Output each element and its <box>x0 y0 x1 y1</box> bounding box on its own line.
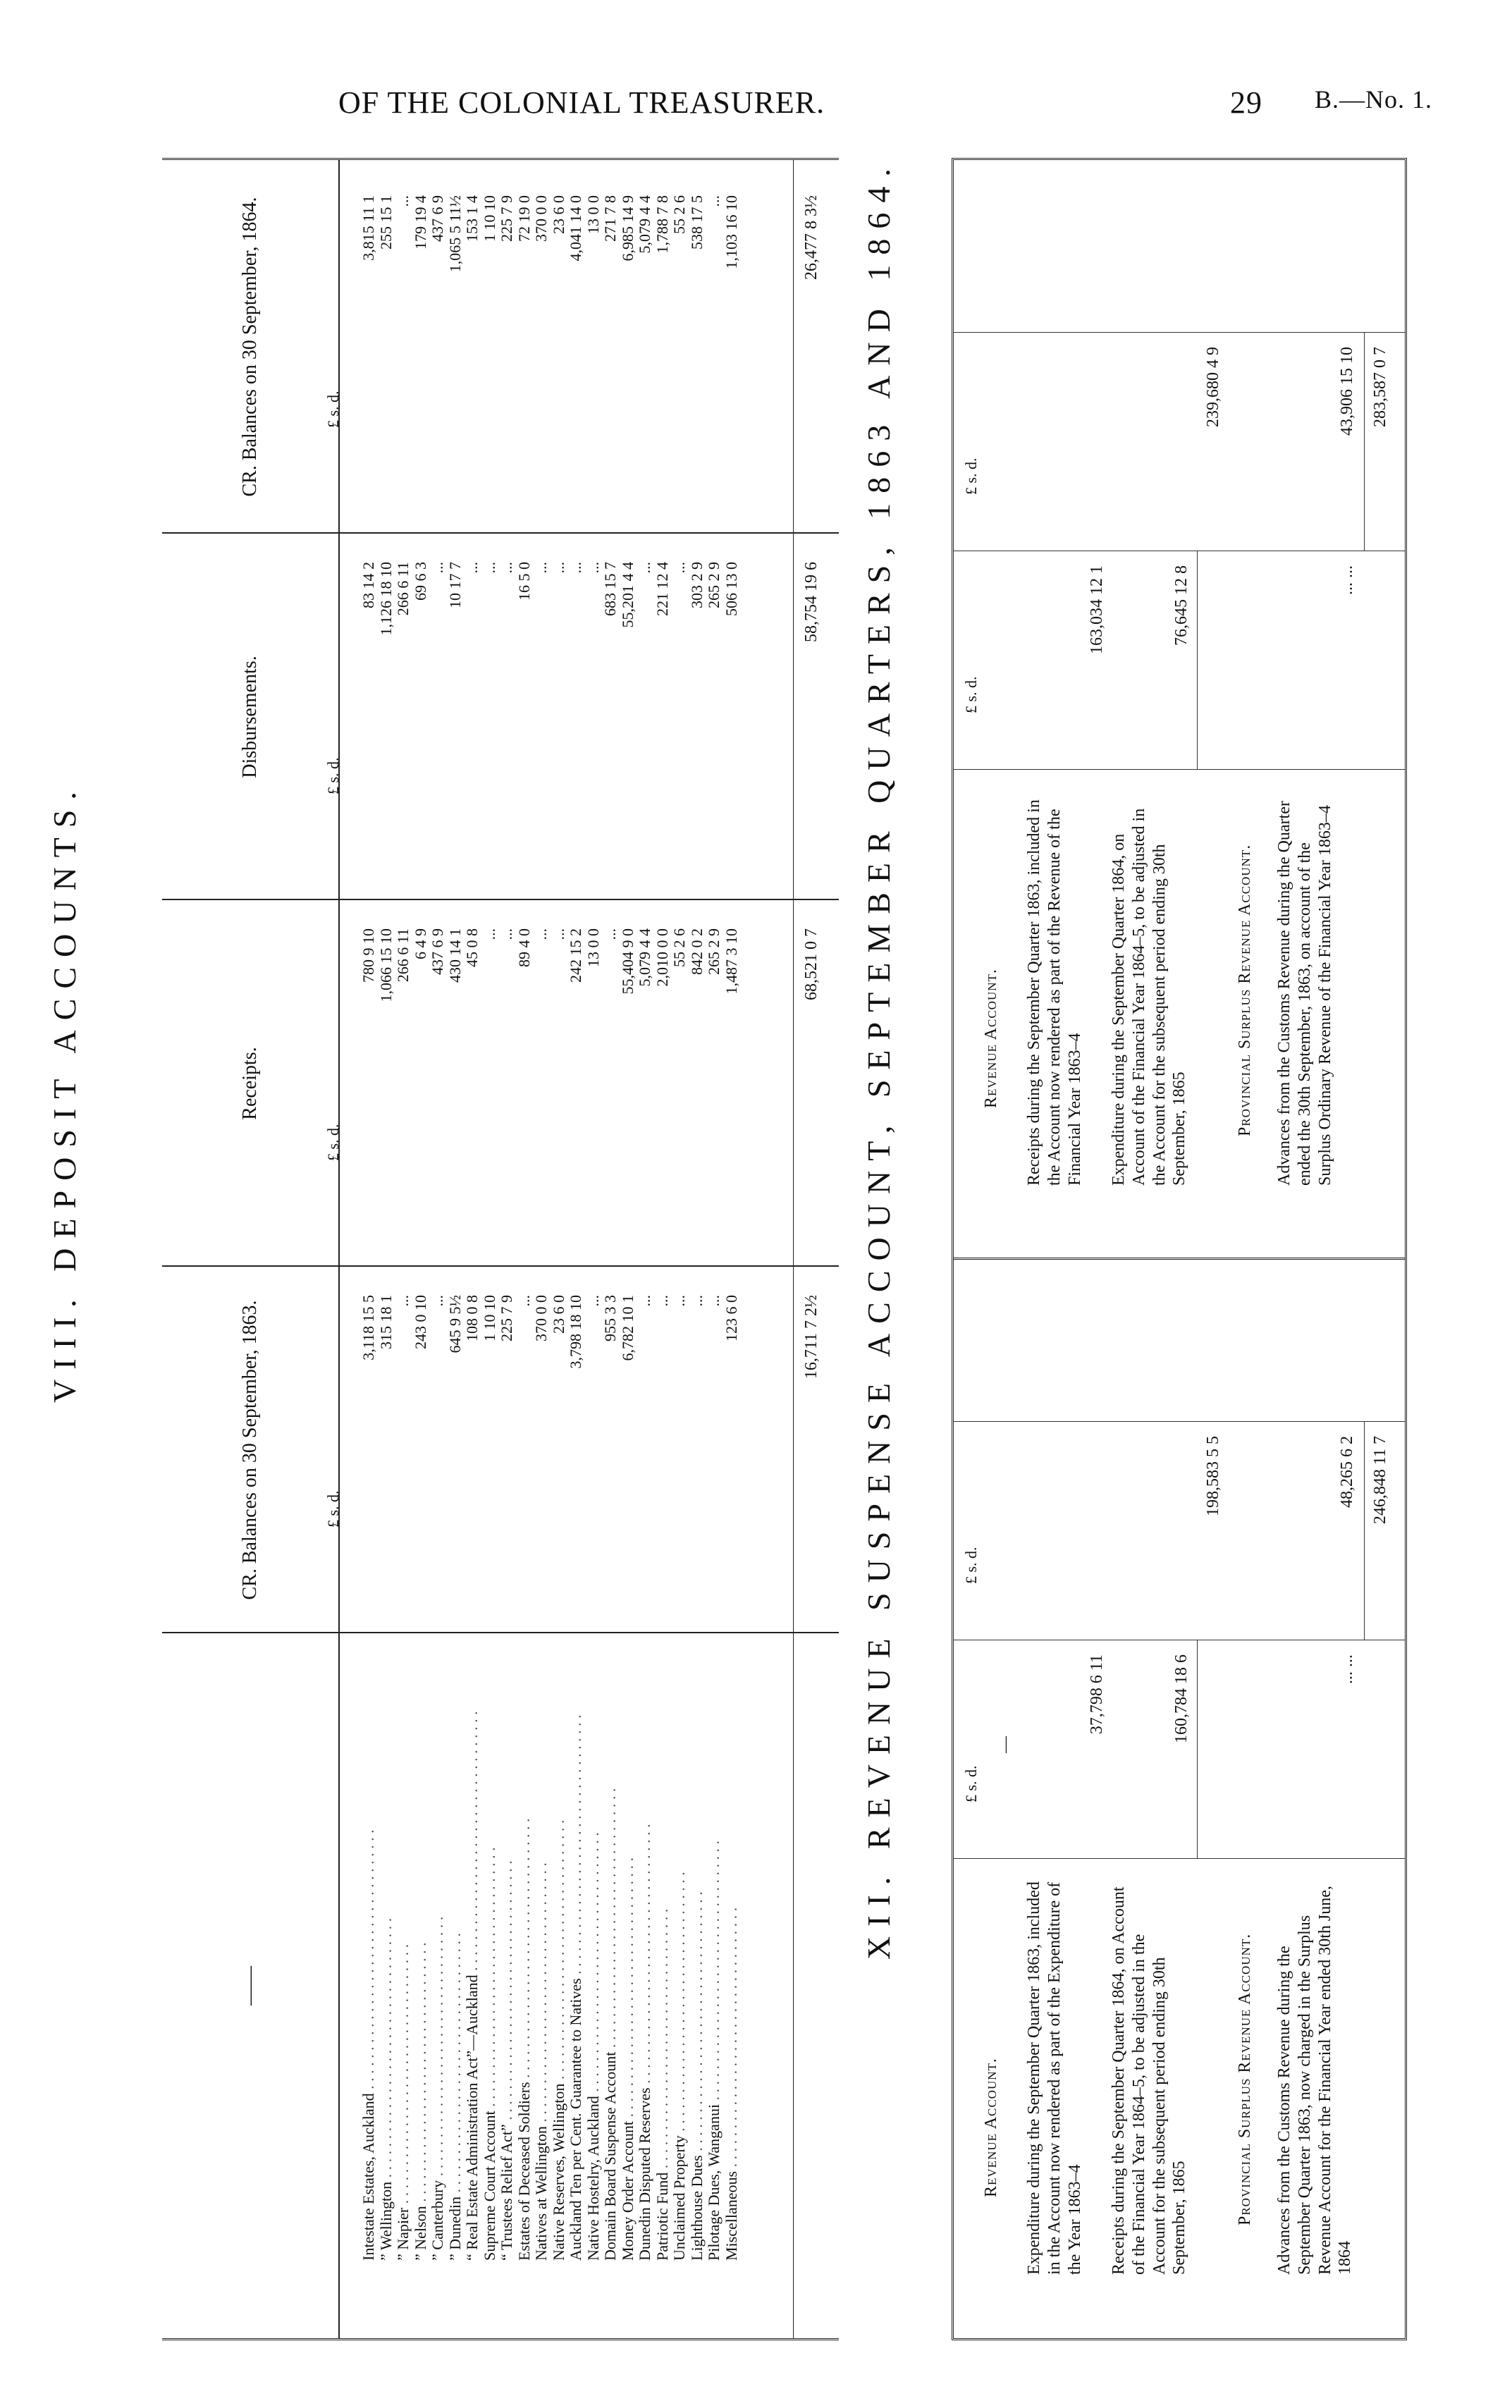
right-item-1-amount: 163,034 12 1 <box>1088 565 1106 654</box>
deposit-col-bal-1863: CR. Balances on 30 September, 1863. <box>162 1267 340 1633</box>
deposit-cell-b63: ... <box>394 1295 412 1307</box>
deposit-cell-b63: 123 6 0 <box>722 1295 740 1341</box>
deposit-cell-dis: ... <box>429 562 446 574</box>
deposit-section-title: VIII. DEPOSIT ACCOUNTS. <box>47 782 82 1403</box>
deposit-row <box>429 160 446 2338</box>
deposit-row-label: ” Dunedin . . <box>446 1633 465 2261</box>
deposit-cell-b64: 271 7 8 <box>601 195 619 242</box>
deposit-cell-rec: 430 14 1 <box>445 928 464 983</box>
deposit-cell-dis: 266 6 11 <box>394 562 412 616</box>
subtotal-rule <box>1197 1640 1198 1859</box>
deposit-row-label: ” Wellington . . <box>377 1633 395 2261</box>
left-item-1-amount: 37,798 6 11 <box>1088 1654 1106 1735</box>
deposit-cell-rec: 6 4 9 <box>411 928 429 959</box>
deposit-row-label: ” Nelson . . <box>412 1633 430 2261</box>
deposit-cell-b63: 370 0 0 <box>532 1295 550 1341</box>
rotated-content <box>28 159 1410 2354</box>
deposit-cell-rec: 1,066 15 10 <box>376 928 395 1002</box>
suspense-debit-side <box>954 1258 1405 2338</box>
deposit-col-receipts: Receipts. <box>162 900 340 1267</box>
deposit-cell-rec: 5,079 4 4 <box>636 928 653 987</box>
deposit-cell-b63: ... <box>636 1295 653 1307</box>
deposit-col-bal-1864: CR. Balances on 30 September, 1864. <box>162 160 340 534</box>
deposit-cell-b63: 1 10 10 <box>480 1295 498 1341</box>
deposit-cell-b63: ... <box>705 1295 723 1307</box>
right-total: 283,587 0 7 <box>1371 347 1389 427</box>
suspense-table <box>952 158 1407 2340</box>
deposit-cell-b63: 3,798 18 10 <box>567 1295 584 1369</box>
deposit-row <box>446 160 464 2338</box>
amount-col-rule <box>954 769 1405 770</box>
deposit-cell-b63: ... <box>515 1295 533 1307</box>
total-receipts: 68,521 0 7 <box>802 928 820 1000</box>
deposit-cell-dis: 506 13 0 <box>722 562 740 616</box>
provincial-account-title: Provincial Surplus Revenue Account. <box>1236 1933 1254 2225</box>
deposit-cell-dis: 55,201 4 4 <box>618 562 637 628</box>
deposit-cell-dis: ... <box>532 562 550 574</box>
deposit-cell-b64: ... <box>705 195 723 207</box>
deposit-cell-b64: 1,788 7 8 <box>653 195 671 254</box>
deposit-row <box>532 160 550 2338</box>
deposit-row <box>619 160 637 2338</box>
deposit-row <box>359 160 377 2338</box>
total-bal-1864: 26,477 8 3½ <box>802 195 820 280</box>
deposit-row-label: Supreme Court Account . . <box>481 1633 499 2261</box>
deposit-cell-b64: 437 6 9 <box>429 195 446 242</box>
deposit-cell-dis: ... <box>463 562 481 574</box>
deposit-cell-b63: 645 9 5½ <box>445 1295 464 1353</box>
deposit-lsd-header: £ s. d. <box>324 391 342 428</box>
deposit-row <box>584 160 602 2338</box>
amount-col-rule <box>954 332 1405 333</box>
deposit-row <box>670 160 688 2338</box>
deposit-row <box>567 160 584 2338</box>
deposit-cell-rec: 13 0 0 <box>584 928 602 967</box>
deposit-cell-b63: ... <box>429 1295 446 1307</box>
deposit-cell-dis: ... <box>567 562 584 574</box>
deposit-row <box>723 160 740 2338</box>
suspense-section-title: XII. REVENUE SUSPENSE ACCOUNT, SEPTEMBER QUARTERS, 1863 AND 1864. <box>861 159 897 1960</box>
deposit-row <box>601 160 619 2338</box>
left-total: 246,848 11 7 <box>1371 1436 1389 1525</box>
deposit-cell-b64: ... <box>394 195 412 207</box>
deposit-cell-dis: 1,126 18 10 <box>376 562 395 636</box>
page-header-title: OF THE COLONIAL TREASURER. <box>338 85 825 120</box>
right-item-1: Receipts during the September Quarter 1863, included in the Account now rendered as part of the Revenue of the Financial Year 1863–4 <box>1025 799 1084 1186</box>
deposit-row-label: Domain Board Suspense Account . . <box>601 1633 620 2261</box>
deposit-row <box>377 160 395 2338</box>
right-subtotal-1: 239,680 4 9 <box>1204 347 1222 427</box>
deposit-cell-dis: 83 14 2 <box>359 562 377 608</box>
deposit-cell-b64: 4,041 14 0 <box>567 195 584 262</box>
deposit-cell-rec: ... <box>549 928 567 940</box>
right-item-3-amount: ... ... <box>1338 565 1356 595</box>
left-item-1: Expenditure during the September Quarter 1863, included in the Account now rendered as part of the Expenditure of the Year 1863–4 <box>1025 1881 1084 2275</box>
document-reference: B.—No. 1. <box>1315 85 1433 113</box>
deposit-cell-b63: 23 6 0 <box>549 1295 567 1334</box>
left-subtotal-1: 198,583 5 5 <box>1204 1436 1222 1516</box>
deposit-cell-b64: 538 17 5 <box>687 195 706 250</box>
right-item-3: Advances from the Customs Revenue during the Quarter ended the 30th September, 1863, on account of the Surplus Ordinary Revenue of the Financial Year 1863–4 <box>1275 801 1334 1186</box>
deposit-lsd-header: £ s. d. <box>324 1490 342 1528</box>
deposit-cell-rec: 89 4 0 <box>515 928 533 967</box>
deposit-cell-b64: 370 0 0 <box>532 195 550 242</box>
dash-mark: — <box>996 1736 1014 1753</box>
deposit-cell-b63: 108 0 8 <box>463 1295 481 1341</box>
deposit-row-label: ” Napier . . <box>394 1633 412 2261</box>
deposit-cell-rec: ... <box>532 928 550 940</box>
deposit-row-label: Dunedin Disputed Reserves . . <box>636 1633 654 2261</box>
lsd-header: £ s. d. <box>962 676 980 713</box>
suspense-credit-side <box>954 171 1405 1249</box>
deposit-row <box>412 160 429 2338</box>
total-rule <box>1364 333 1365 551</box>
deposit-cell-b64: 13 0 0 <box>584 195 602 234</box>
deposit-cell-dis: ... <box>480 562 498 574</box>
deposit-table <box>162 158 839 2340</box>
deposit-cell-rec: 266 6 11 <box>394 928 412 983</box>
deposit-row <box>705 160 723 2338</box>
right-subtotal-2: 43,906 15 10 <box>1338 347 1356 436</box>
deposit-row <box>481 160 498 2338</box>
deposit-row-label: Unclaimed Property . . <box>670 1633 689 2261</box>
deposit-row-label: “ Trustees Relief Act” . . <box>498 1633 516 2261</box>
right-item-2-amount: 76,645 12 8 <box>1172 565 1191 646</box>
deposit-col-label <box>162 1633 340 2338</box>
deposit-row-label: Auckland Ten per Cent. Guarantee to Natives . . <box>567 1633 585 2261</box>
deposit-cell-b64: 3,815 11 1 <box>359 195 377 261</box>
right-item-2: Expenditure during the September Quarter 1864, on Account of the Financial Year 1864–5, to be adjusted in the Account for the subsequent period ending 30th September, 1865 <box>1110 808 1189 1186</box>
deposit-cell-b64: 1,065 5 11½ <box>445 195 464 273</box>
deposit-row <box>394 160 412 2338</box>
deposit-cell-b64: 179 19 4 <box>411 195 429 250</box>
deposit-cell-b63: 955 3 3 <box>601 1295 619 1341</box>
deposit-cell-dis: ... <box>670 562 688 574</box>
deposit-cell-rec: 437 6 9 <box>429 928 446 975</box>
deposit-row <box>515 160 533 2338</box>
deposit-cell-dis: 10 17 7 <box>445 562 464 608</box>
deposit-cell-rec: ... <box>498 928 515 940</box>
deposit-cell-dis: ... <box>498 562 515 574</box>
deposit-row-label: ” Canterbury . . <box>429 1633 447 2261</box>
deposit-cell-dis: 265 2 9 <box>705 562 723 608</box>
deposit-cell-b64: 1,103 16 10 <box>722 195 740 269</box>
deposit-row-label: “ Real Estate Administration Act”—Auckland . . <box>463 1633 481 2261</box>
deposit-cell-b63: 315 18 1 <box>376 1295 395 1349</box>
deposit-cell-b63: ... <box>653 1295 671 1307</box>
deposit-row <box>550 160 567 2338</box>
amount-col-rule <box>954 1858 1405 1859</box>
page-number: 29 <box>1230 85 1262 120</box>
deposit-row-label: Money Order Account . . <box>619 1633 637 2261</box>
deposit-cell-b63: 6,782 10 1 <box>618 1295 637 1361</box>
deposit-cell-b63: ... <box>670 1295 688 1307</box>
deposit-cell-rec: 1,487 3 10 <box>722 928 740 995</box>
deposit-cell-b64: 5,079 4 4 <box>636 195 653 254</box>
total-bal-1863: 16,711 7 2½ <box>802 1295 820 1380</box>
lsd-header: £ s. d. <box>962 1765 980 1802</box>
deposit-cell-dis: ... <box>549 562 567 574</box>
deposit-row-label: Patriotic Fund . . <box>653 1633 672 2261</box>
deposit-row-label: Estates of Deceased Soldiers . . <box>515 1633 534 2261</box>
deposit-row-label: Lighthouse Dues . . <box>688 1633 706 2261</box>
deposit-cell-b64: 72 19 0 <box>515 195 533 242</box>
deposit-row-label: Miscellaneous . . <box>723 1633 741 2261</box>
deposit-cell-rec: 265 2 9 <box>705 928 723 975</box>
provincial-account-title: Provincial Surplus Revenue Account. <box>1236 844 1254 1136</box>
deposit-cell-b63: ... <box>584 1295 602 1307</box>
deposit-cell-b63: 3,118 15 5 <box>359 1295 377 1360</box>
deposit-row-label: Pilotage Dues, Wanganui . . <box>705 1633 723 2261</box>
deposit-cell-dis: 303 2 9 <box>687 562 706 608</box>
left-item-2-amount: 160,784 18 6 <box>1172 1654 1191 1743</box>
deposit-cell-b64: 1 10 10 <box>480 195 498 242</box>
deposit-dash: —— <box>239 1966 262 2005</box>
deposit-row <box>463 160 481 2338</box>
deposit-row <box>636 160 653 2338</box>
subtotal-rule <box>1197 551 1198 770</box>
deposit-col-disbursements: Disbursements. <box>162 534 340 900</box>
total-disbursements: 58,754 19 6 <box>802 562 820 642</box>
deposit-row-label: Natives at Wellington . . <box>532 1633 551 2261</box>
deposit-cell-rec: 780 9 10 <box>359 928 377 983</box>
lsd-header: £ s. d. <box>962 1547 980 1584</box>
deposit-cell-b64: 255 15 1 <box>376 195 395 250</box>
deposit-cell-dis: 683 15 7 <box>601 562 619 616</box>
total-rule <box>1364 1422 1365 1640</box>
deposit-rows <box>359 160 739 2338</box>
lsd-header: £ s. d. <box>962 457 980 495</box>
deposit-cell-b64: 23 6 0 <box>549 195 567 234</box>
deposit-cell-b64: 225 7 9 <box>498 195 515 242</box>
deposit-row <box>653 160 671 2338</box>
deposit-cell-rec: 55 2 6 <box>670 928 688 967</box>
left-subtotal-2: 48,265 6 2 <box>1338 1436 1356 1508</box>
deposit-row-label: Native Reserves, Wellington . . <box>550 1633 568 2261</box>
deposit-cell-dis: ... <box>636 562 653 574</box>
deposit-cell-rec: ... <box>601 928 619 940</box>
deposit-cell-b63: 243 0 10 <box>411 1295 429 1349</box>
deposit-cell-rec: 55,404 9 0 <box>618 928 637 995</box>
left-item-3-amount: ... ... <box>1338 1654 1356 1684</box>
deposit-cell-dis: ... <box>584 562 602 574</box>
deposit-cell-dis: 221 12 4 <box>653 562 671 616</box>
deposit-row-label: Native Hostelry, Auckland . . <box>584 1633 603 2261</box>
revenue-account-title: Revenue Account. <box>982 969 1000 1108</box>
deposit-cell-b64: 6,985 14 9 <box>618 195 637 262</box>
left-item-2: Receipts during the September Quarter 1864, on Account of the Financial Year 1864–5, to be adjusted in the Account for the subsequent period ending 30th September, 1865 <box>1110 1886 1189 2275</box>
deposit-row <box>498 160 515 2338</box>
deposit-row <box>688 160 706 2338</box>
deposit-cell-rec: ... <box>480 928 498 940</box>
deposit-totals-row <box>793 160 829 2338</box>
amount-col-rule <box>954 1421 1405 1422</box>
deposit-row-label: Intestate Estates, Auckland . . <box>359 1633 378 2261</box>
deposit-cell-dis: 69 6 3 <box>411 562 429 601</box>
deposit-cell-rec: 842 0 2 <box>687 928 706 975</box>
deposit-cell-b64: 153 1 4 <box>463 195 481 242</box>
deposit-cell-b63: ... <box>687 1295 706 1307</box>
left-item-3: Advances from the Customs Revenue during the September Quarter 1863, now charged in the Surplus Revenue Account for the Financial Year ended 30th June, 1864 <box>1275 1886 1355 2275</box>
deposit-cell-rec: 45 0 8 <box>463 928 481 967</box>
deposit-cell-b64: 55 2 6 <box>670 195 688 234</box>
deposit-lsd-header: £ s. d. <box>324 1124 342 1161</box>
deposit-cell-dis: 16 5 0 <box>515 562 533 601</box>
revenue-account-title: Revenue Account. <box>982 2058 1000 2197</box>
deposit-cell-rec: 242 15 2 <box>567 928 584 983</box>
deposit-cell-rec: 2,010 0 0 <box>653 928 671 987</box>
deposit-lsd-header: £ s. d. <box>324 757 342 794</box>
deposit-cell-b63: 225 7 9 <box>498 1295 515 1341</box>
